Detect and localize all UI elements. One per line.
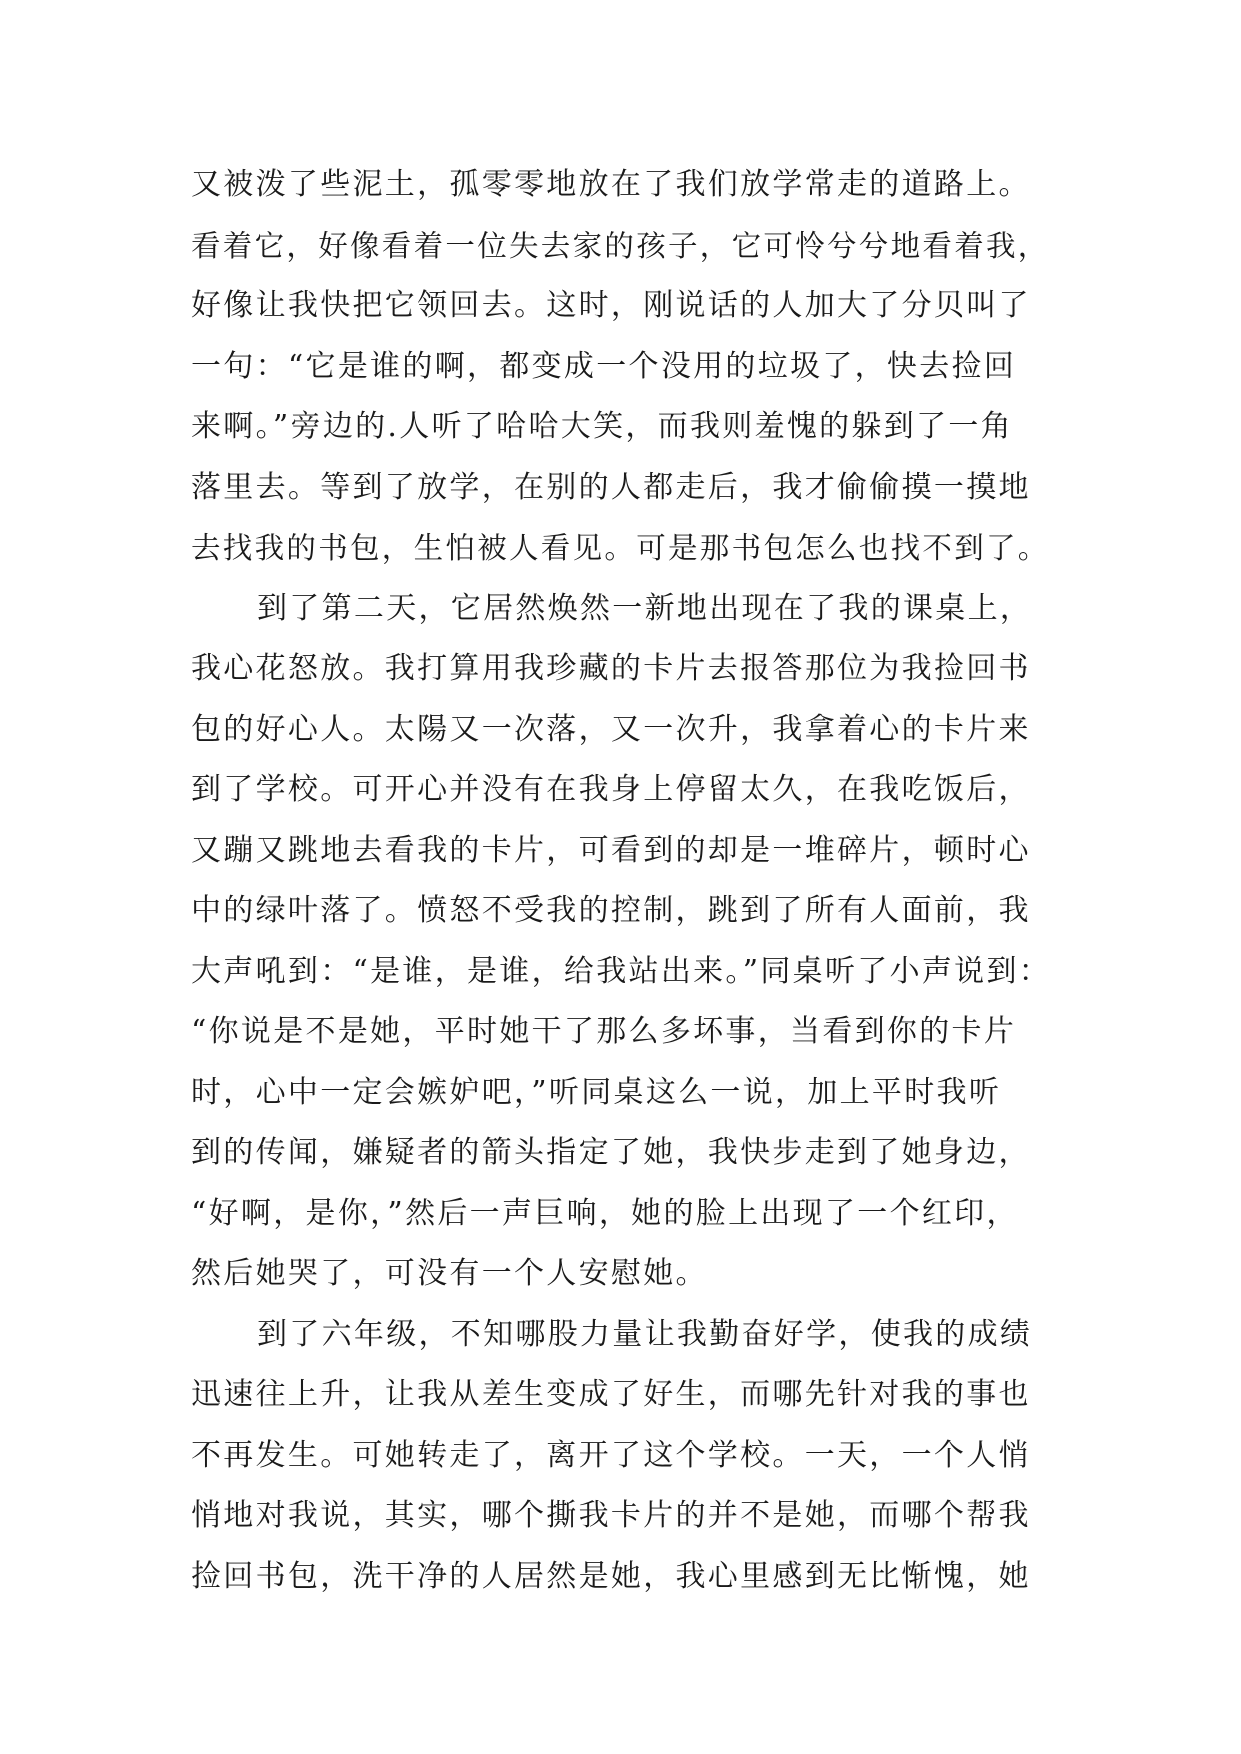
text-line: 看着它，好像看着一位失去家的孩子，它可怜兮兮地看着我， (191, 228, 1050, 263)
text-line: 迅速往上升，让我从差生变成了好生，而哪先针对我的事也 (191, 1377, 1031, 1412)
text-line: 中的绿叶落了。愤怒不受我的控制，跳到了所有人面前，我 (191, 893, 1031, 928)
text-line: 捡回书包，洗干净的人居然是她，我心里感到无比惭愧，她 (191, 1558, 1031, 1594)
text-line: 时，心中一定会嫉妒吧，”听同桌这么一说，加上平时我听 (191, 1074, 1002, 1110)
paragraph-first-line: 到了六年级，不知哪股力量让我勤奋好学，使我的成绩 (257, 1316, 1033, 1352)
text-line: 又蹦又跳地去看我的卡片，可看到的却是一堆碎片，顿时心 (191, 832, 1031, 868)
text-line: 落里去。等到了放学，在别的人都走后，我才偷偷摸一摸地 (191, 469, 1031, 505)
text-line: “好啊，是你，”然后一声巨响，她的脸上出现了一个红印， (191, 1195, 1019, 1231)
text-line: 然后她哭了，可没有一个人安慰她。 (191, 1256, 708, 1291)
text-line: “你说是不是她，平时她干了那么多坏事，当看到你的卡片 (191, 1014, 1017, 1049)
text-line: 到的传闻，嫌疑者的箭头指定了她，我快步走到了她身边， (191, 1135, 1031, 1170)
body-text (191, 155, 1051, 1607)
text-line: 不再发生。可她转走了，离开了这个学校。一天，一个人悄 (191, 1437, 1031, 1473)
text-line: 好像让我快把它领回去。这时，刚说话的人加大了分贝叫了 (191, 288, 1031, 323)
text-line: 到了学校。可开心并没有在我身上停留太久，在我吃饭后， (191, 772, 1031, 807)
text-line: 去找我的书包，生怕被人看见。可是那书包怎么也找不到了。 (191, 531, 1050, 565)
text-line: 包的好心人。太陽又一次落，又一次升，我拿着心的卡片来 (191, 711, 1031, 747)
text-line: 一句：“它是谁的啊，都变成一个没用的垃圾了，快去捡回 (191, 348, 1017, 384)
text-line: 又被泼了些泥土，孤零零地放在了我们放学常走的道路上。 (191, 167, 1031, 202)
text-line: 悄地对我说，其实，哪个撕我卡片的并不是她，而哪个帮我 (191, 1498, 1031, 1533)
text-line: 大声吼到：“是谁，是谁，给我站出来。”同桌听了小声说到： (191, 953, 1052, 989)
paragraph-first-line: 到了第二天，它居然焕然一新地出现在了我的课桌上， (257, 590, 1033, 626)
text-line: 来啊。”旁边的.人听了哈哈大笑，而我则羞愧的躲到了一角 (191, 409, 1013, 444)
text-line: 我心花怒放。我打算用我珍藏的卡片去报答那位为我捡回书 (191, 651, 1031, 686)
